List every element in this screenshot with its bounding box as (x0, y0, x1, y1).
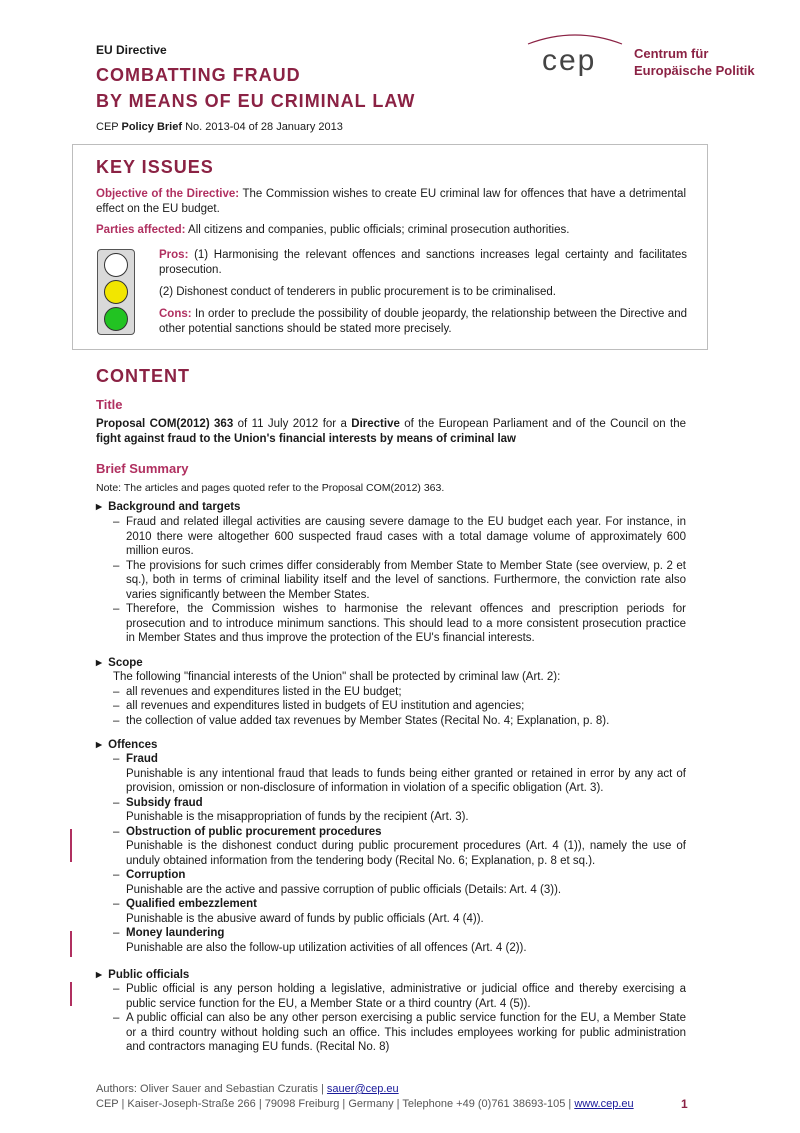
cons-label: Cons: (159, 308, 192, 320)
dash-icon: – (113, 1012, 120, 1024)
authors-text: Authors: Oliver Sauer and Sebastian Czuratis | (96, 1083, 327, 1095)
pros-text-1: (1) Harmonising the relevant offences and sanctions increases legal certainty and facilitates prosecution. (159, 249, 687, 276)
cons-paragraph (159, 307, 687, 337)
objective-text: The Commission wishes to create EU criminal law for offences that have a detrimental effect on the EU budget. (96, 188, 686, 215)
brief-suffix: No. 2013-04 of 28 January 2013 (182, 121, 343, 133)
scope-intro: The following "financial interests of the Union" shall be protected by criminal law (Art. 2): (113, 671, 561, 683)
dash-icon: – (113, 714, 120, 727)
triangle-bullet-icon: ▸ (96, 739, 102, 751)
offence-item: – Obstruction of public procurement procedures Punishable is the dishonest conduct during public procurement procedures (Art. 4 (1)), namely the use of unduly obtained information from the tendering body (Recital No. 6; Explanation, p. 8 et sq.). (113, 825, 686, 867)
list-item: – Fraud and related illegal activities are causing severe damage to the EU budget each year. For instance, in 2010 there were altogether 600 suspected fraud cases with a total damage volume of approximately 600 million euros. (113, 516, 686, 557)
key-issues-box (72, 144, 708, 350)
email-link[interactable]: sauer@cep.eu (326, 1083, 399, 1095)
summary-subheading: Brief Summary (96, 461, 189, 476)
dash-icon: – (113, 796, 120, 809)
list-item: – all revenues and expenditures listed in budgets of EU institution and agencies; (113, 700, 525, 712)
parties-text: All citizens and companies, public officials; criminal prosecution authorities. (185, 224, 570, 236)
triangle-bullet-icon: ▸ (96, 501, 102, 513)
footer-address (96, 1098, 634, 1110)
note-text: Note: The articles and pages quoted refer to the Proposal COM(2012) 363. (96, 482, 445, 494)
title-text-1: of 11 July 2012 for a (233, 418, 352, 430)
pros-paragraph-2: (2) Dishonest conduct of tenderers in public procurement is to be criminalised. (159, 286, 556, 298)
list-item: – all revenues and expenditures listed in the EU budget; (113, 685, 402, 698)
officials-bullet (96, 967, 189, 981)
offence-item: – Fraud Punishable is any intentional fraud that leads to funds being either granted or retained in error by any act of provision, omission or non-disclosure of information in violation of a specific obligation (Art. 3). (113, 753, 686, 794)
scope-list (113, 670, 686, 728)
title-subheading: Title (96, 397, 123, 412)
title-line-2: BY MEANS OF EU CRIMINAL LAW (96, 91, 416, 111)
light-white-icon (104, 253, 128, 277)
dash-icon: – (113, 685, 120, 698)
website-link[interactable]: www.cep.eu (574, 1098, 634, 1110)
pros-paragraph-1 (159, 248, 687, 278)
dash-icon: – (113, 516, 120, 528)
dash-icon: – (113, 983, 120, 995)
logo-mark: cep (542, 44, 597, 77)
dash-icon: – (113, 825, 120, 838)
dash-icon: – (113, 927, 120, 939)
pros-label: Pros: (159, 249, 189, 261)
dash-icon: – (113, 559, 120, 572)
scope-bullet (96, 655, 143, 669)
scope-heading: Scope (108, 657, 143, 669)
content-heading: CONTENT (96, 366, 190, 386)
change-marker (70, 829, 72, 862)
background-heading: Background and targets (108, 501, 241, 513)
background-bullet (96, 499, 240, 513)
dash-icon: – (113, 869, 120, 881)
offence-item: – Money laundering Punishable are also the follow-up utilization activities of all offences (Art. 4 (2)). (113, 927, 527, 954)
dash-icon: – (113, 753, 120, 765)
list-item: – Public official is any person holding a legislative, administrative or judicial office and thereby exercising a public service function for the EU, a Member State or a third country (Art. 4 (5)). (113, 983, 686, 1010)
offences-list (113, 752, 686, 955)
cep-logo (520, 30, 630, 84)
light-green-icon (104, 307, 128, 331)
directive-word: Directive (351, 418, 400, 430)
logo-line-2: Europäische Politik (634, 63, 755, 78)
list-item: – The provisions for such crimes differ considerably from Member State to Member State (see overview, p. 2 et sq.), both in terms of criminal liability itself and the level of sanctions. Furthermore, the conviction rate also varies significantly between the Member States. (113, 559, 686, 601)
dash-icon: – (113, 898, 120, 910)
address-text: CEP | Kaiser-Joseph-Straße 266 | 79098 Freiburg | Germany | Telephone +49 (0)761 38693-105 | (96, 1098, 575, 1110)
page-title (96, 62, 415, 114)
list-item: – Therefore, the Commission wishes to harmonise the relevant offences and prescription periods for prosecution and to introduce minimum sanctions. This should lead to a more consistent prosecution practice in Member States and thus improve the protection of the EU's financial interests. (113, 603, 686, 644)
parties-paragraph (96, 223, 686, 238)
logo-line-1: Centrum für (634, 46, 709, 61)
title-text-2: of the European Parliament and of the Council on the (399, 418, 686, 430)
brief-bold: Policy Brief (121, 121, 183, 133)
page-number: 1 (681, 1097, 688, 1111)
offence-item: – Subsidy fraud Punishable is the misappropriation of funds by the recipient (Art. 3). (113, 796, 469, 823)
offence-item: – Corruption Punishable are the active and passive corruption of public officials (Details: Art. 4 (3)). (113, 869, 562, 896)
offence-item: – Qualified embezzlement Punishable is the abusive award of funds by public officials (Art. 4 (4)). (113, 898, 484, 925)
parties-label: Parties affected: (96, 224, 186, 236)
objective-label: Objective of the Directive: (96, 188, 240, 200)
objective-paragraph (96, 187, 686, 217)
traffic-light-icon (97, 249, 135, 335)
title-line-1: COMBATTING FRAUD (96, 65, 301, 85)
triangle-bullet-icon: ▸ (96, 657, 102, 669)
title-paragraph (96, 417, 686, 447)
list-item: – A public official can also be any other person exercising a public service function for the EU, a Member State or a third country without holding such an office. This includes employees working for public administration and contractors managing EU funds. (Recital No. 8) (113, 1012, 686, 1053)
cons-text: In order to preclude the possibility of double jeopardy, the relationship between the Directive and other potential sanctions should be stated more precisely. (159, 308, 687, 335)
offences-heading: Offences (108, 739, 158, 751)
triangle-bullet-icon: ▸ (96, 969, 102, 981)
directive-label: EU Directive (96, 43, 167, 57)
light-yellow-icon (104, 280, 128, 304)
dash-icon: – (113, 700, 120, 712)
list-item: – the collection of value added tax revenues by Member States (Recital No. 4; Explanation, p. 8). (113, 714, 610, 727)
officials-list (113, 982, 686, 1055)
policy-brief-line (96, 121, 343, 133)
officials-heading: Public officials (108, 969, 190, 981)
background-list (113, 515, 686, 646)
logo-name (634, 45, 755, 79)
offences-bullet (96, 737, 157, 751)
dash-icon: – (113, 603, 120, 615)
brief-prefix: CEP (96, 121, 122, 133)
proposal-ref: Proposal COM(2012) 363 (96, 418, 234, 430)
footer-authors (96, 1083, 399, 1095)
change-marker (70, 931, 72, 957)
fight-fraud-phrase: fight against fraud to the Union's financial interests by means of criminal law (96, 433, 517, 445)
change-marker (70, 982, 72, 1006)
key-issues-heading: KEY ISSUES (96, 157, 214, 177)
